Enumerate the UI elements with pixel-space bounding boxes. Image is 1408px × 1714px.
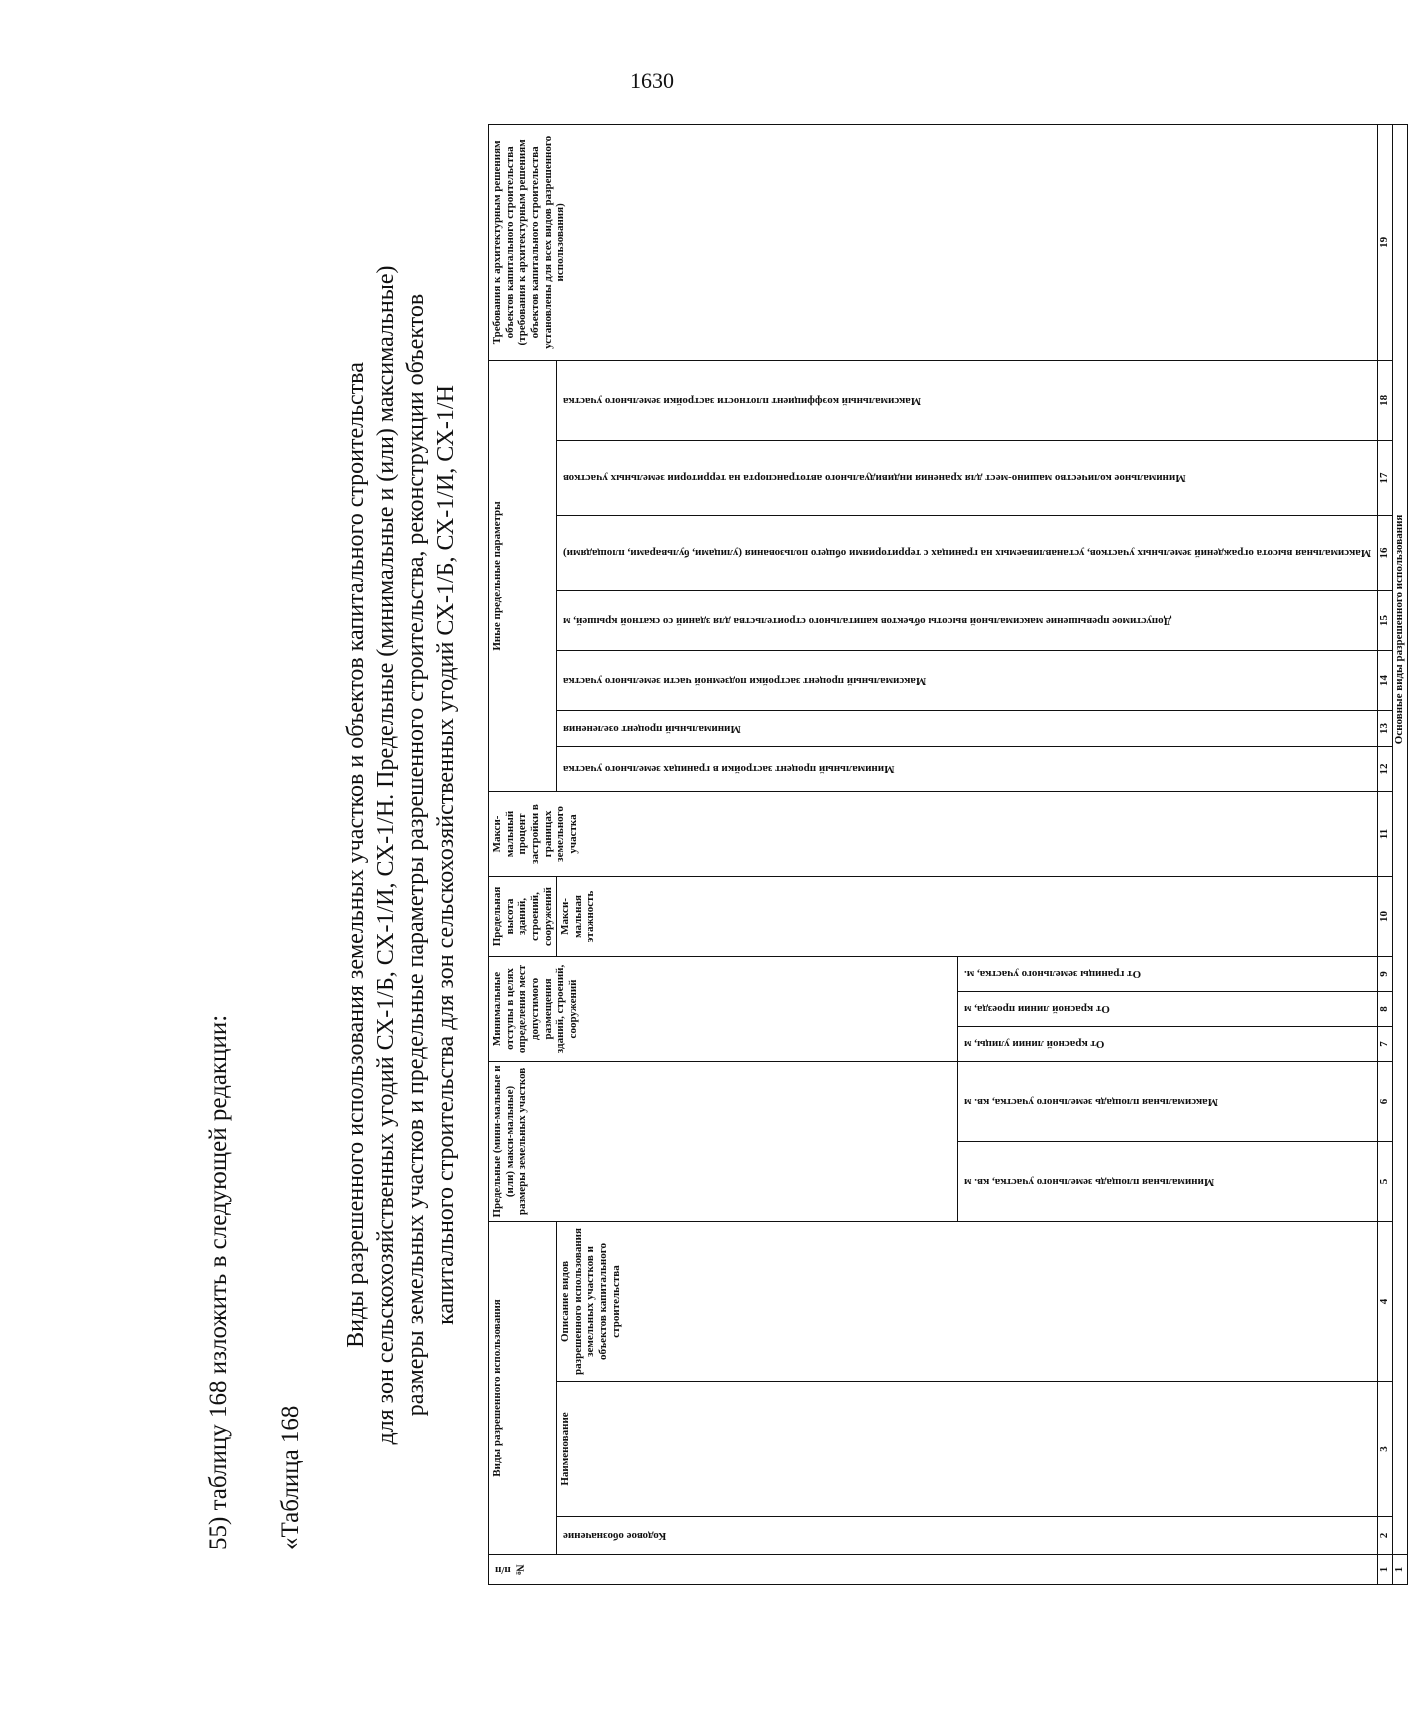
- col-num-5: 5: [1378, 1141, 1393, 1221]
- header-other-group: Иные предельные параметры: [489, 360, 557, 791]
- col-num-13: 13: [1378, 710, 1393, 746]
- col-num-1: 1: [1378, 1555, 1393, 1585]
- header-setbacks-group: Минимальные отступы в целях определения мест допустимого размещения зданий, строений, сооружений: [489, 956, 958, 1061]
- header-floors: Макси-мальная этажность: [557, 876, 1378, 956]
- col-num-6: 6: [1378, 1061, 1393, 1141]
- col-num-17: 17: [1378, 440, 1393, 515]
- header-height-group: Предельная высота зданий, строений, сооружений: [489, 876, 557, 956]
- header-col-18: Максимальный коэффициент плотности застройки земельного участка: [557, 360, 1378, 440]
- header-architecture: Требования к архитектурным решениям объектов капитального строительства (требования к архитектурным решениям объектов капитального строительства установлены для всех видов разрешенного использования): [489, 124, 1378, 360]
- col-num-18: 18: [1378, 360, 1393, 440]
- table-label: «Таблица 168: [277, 1405, 304, 1550]
- header-code: Кодовое обозначение: [557, 1517, 1378, 1555]
- col-num-4: 4: [1378, 1221, 1393, 1381]
- column-numbers-row: [1378, 124, 1393, 1584]
- header-vri-group: Виды разрешенного использования: [489, 1221, 557, 1554]
- header-number: № п/п: [489, 1555, 1378, 1585]
- header-col-16: Максимальная высота ограждений земельных участков, устанавливаемых на границах с территориями общего пользования (улицами, бульварами, площадями): [557, 515, 1378, 590]
- header-description: Описание видов разрешенного использования земельных участков и объектов капитального строительства: [557, 1221, 1378, 1381]
- col-num-16: 16: [1378, 515, 1393, 590]
- band-row-number: 1: [1393, 1555, 1408, 1585]
- header-max-area: Максимальная площадь земельного участка, кв. м: [958, 1061, 1378, 1141]
- intro-line: 55) таблицу 168 изложить в следующей редакции:: [205, 1014, 232, 1550]
- col-num-3: 3: [1378, 1382, 1393, 1517]
- header-setback-border: От границы земельного участка, м.: [958, 956, 1378, 991]
- header-col-14: Максимальный процент застройки подземной части земельного участка: [557, 650, 1378, 710]
- col-num-2: 2: [1378, 1517, 1393, 1555]
- table-title-line-2: для зон сельскохозяйственных угодий СХ-1/Б, СХ-1/И, СХ-1/Н. Предельные (минимальные и (или) максимальные): [373, 265, 399, 1445]
- col-num-15: 15: [1378, 590, 1393, 650]
- col-num-10: 10: [1378, 876, 1393, 956]
- header-min-area: Минимальная площадь земельного участка, кв. м: [958, 1141, 1378, 1221]
- table-title-line-4: капитального строительства для зон сельскохозяйственных угодий СХ-1/Б, СХ-1/И, СХ-1/Н: [433, 385, 459, 1325]
- rotated-content: [205, 125, 1406, 1585]
- header-setback-street: От красной линии улицы, м: [958, 1026, 1378, 1061]
- page-number: 1630: [630, 68, 674, 93]
- header-setback-passage: От красной линии проезда, м: [958, 991, 1378, 1026]
- table-title-line-1: Виды разрешенного использования земельных участков и объектов капитального строительства: [343, 362, 369, 1348]
- header-max-percent: Макси-мальный процент застройки в границах земельного участка: [489, 791, 1378, 876]
- header-col-12: Минимальный процент застройки в границах земельного участка: [557, 746, 1378, 791]
- main-table: [488, 124, 1408, 1585]
- col-num-11: 11: [1378, 791, 1393, 876]
- col-num-9: 9: [1378, 956, 1393, 991]
- header-col-17: Минимальное количество машино-мест для хранения индивидуального автотранспорта на территории земельных участков: [557, 440, 1378, 515]
- col-num-19: 19: [1378, 124, 1393, 360]
- col-num-12: 12: [1378, 746, 1393, 791]
- col-num-7: 7: [1378, 1026, 1393, 1061]
- header-sizes-group: Предельные (мини-мальные и (или) макси-мальные) размеры земельных участков: [489, 1061, 958, 1221]
- col-num-14: 14: [1378, 650, 1393, 710]
- header-col-15: Допустимое превышение максимальной высоты объектов капитального строительства для зданий со скатной крышей, м: [557, 590, 1378, 650]
- section-band-row: [1393, 124, 1408, 1584]
- col-num-8: 8: [1378, 991, 1393, 1026]
- band-main-uses: Основные виды разрешенного использования: [1393, 124, 1408, 1554]
- table-title-line-3: размеры земельных участков и предельные параметры разрешенного строительства, реконструкции объектов: [403, 293, 429, 1417]
- header-name: Наименование: [557, 1382, 1378, 1517]
- header-col-13: Минимальный процент озеленения: [557, 710, 1378, 746]
